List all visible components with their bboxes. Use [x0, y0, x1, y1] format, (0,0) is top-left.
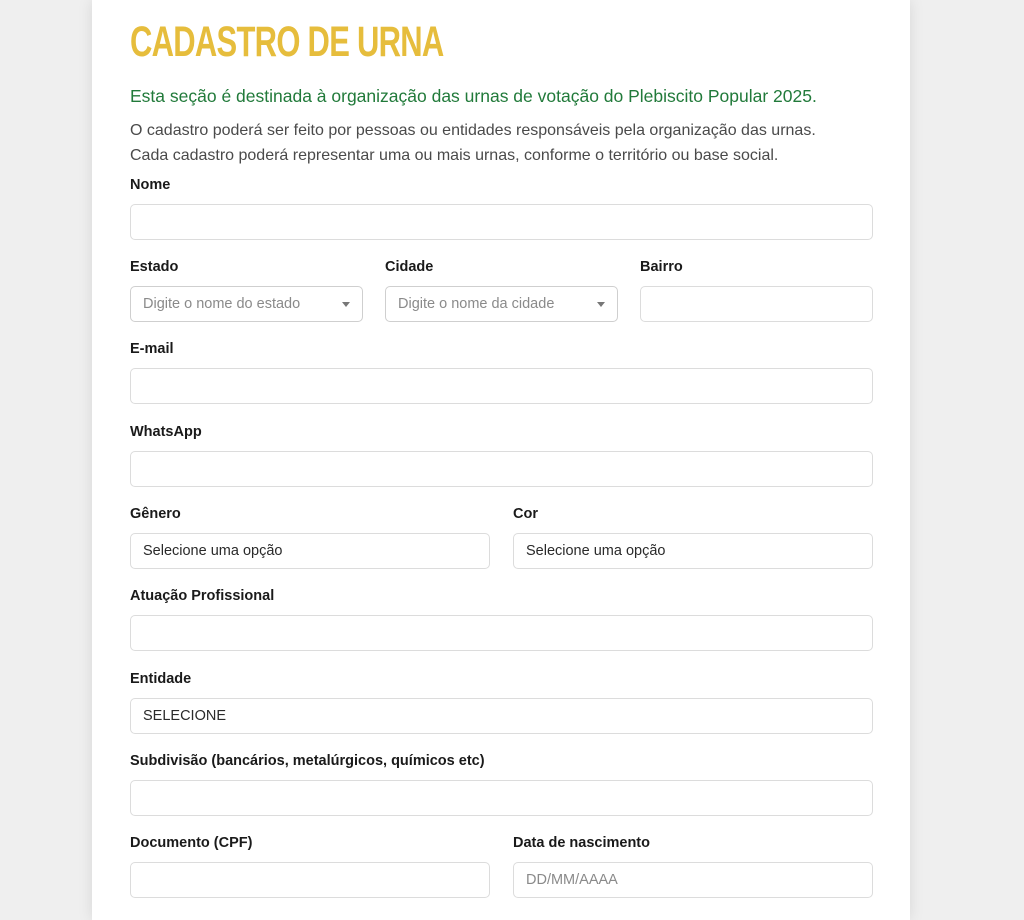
subdivisao-label: Subdivisão (bancários, metalúrgicos, químicos etc) — [130, 753, 485, 769]
genero-selected: Selecione uma opção — [143, 543, 283, 559]
form-card — [92, 0, 910, 920]
cidade-select[interactable] — [385, 286, 618, 322]
page-title: CADASTRO DE URNA — [130, 18, 444, 66]
atuacao-input[interactable] — [130, 615, 873, 651]
cpf-input[interactable] — [130, 862, 490, 898]
form-description-line1: O cadastro poderá ser feito por pessoas ou entidades responsáveis pela organização das urnas. — [130, 122, 816, 139]
cor-label: Cor — [513, 506, 538, 522]
estado-placeholder: Digite o nome do estado — [143, 296, 301, 312]
nascimento-input[interactable] — [513, 862, 873, 898]
nascimento-label: Data de nascimento — [513, 835, 650, 851]
genero-label: Gênero — [130, 506, 181, 522]
nome-input[interactable] — [130, 204, 873, 240]
genero-select[interactable] — [130, 533, 490, 569]
cor-select[interactable] — [513, 533, 873, 569]
entidade-select[interactable] — [130, 698, 873, 734]
chevron-down-icon — [597, 302, 605, 307]
cidade-placeholder: Digite o nome da cidade — [398, 296, 555, 312]
nome-label: Nome — [130, 177, 171, 193]
bairro-input[interactable] — [640, 286, 873, 322]
email-label: E-mail — [130, 341, 174, 357]
cpf-label: Documento (CPF) — [130, 835, 253, 851]
whatsapp-label: WhatsApp — [130, 424, 202, 440]
form-description-line2: Cada cadastro poderá representar uma ou mais urnas, conforme o território ou base social. — [130, 147, 779, 164]
chevron-down-icon — [342, 302, 350, 307]
cor-selected: Selecione uma opção — [526, 543, 666, 559]
whatsapp-input[interactable] — [130, 451, 873, 487]
atuacao-label: Atuação Profissional — [130, 588, 275, 604]
entidade-selected: SELECIONE — [143, 708, 226, 724]
estado-label: Estado — [130, 259, 179, 275]
estado-select[interactable] — [130, 286, 363, 322]
form-subtitle: Esta seção é destinada à organização das urnas de votação do Plebiscito Popular 2025. — [130, 86, 817, 106]
subdivisao-input[interactable] — [130, 780, 873, 816]
bairro-label: Bairro — [640, 259, 683, 275]
email-input[interactable] — [130, 368, 873, 404]
entidade-label: Entidade — [130, 671, 192, 687]
cidade-label: Cidade — [385, 259, 434, 275]
